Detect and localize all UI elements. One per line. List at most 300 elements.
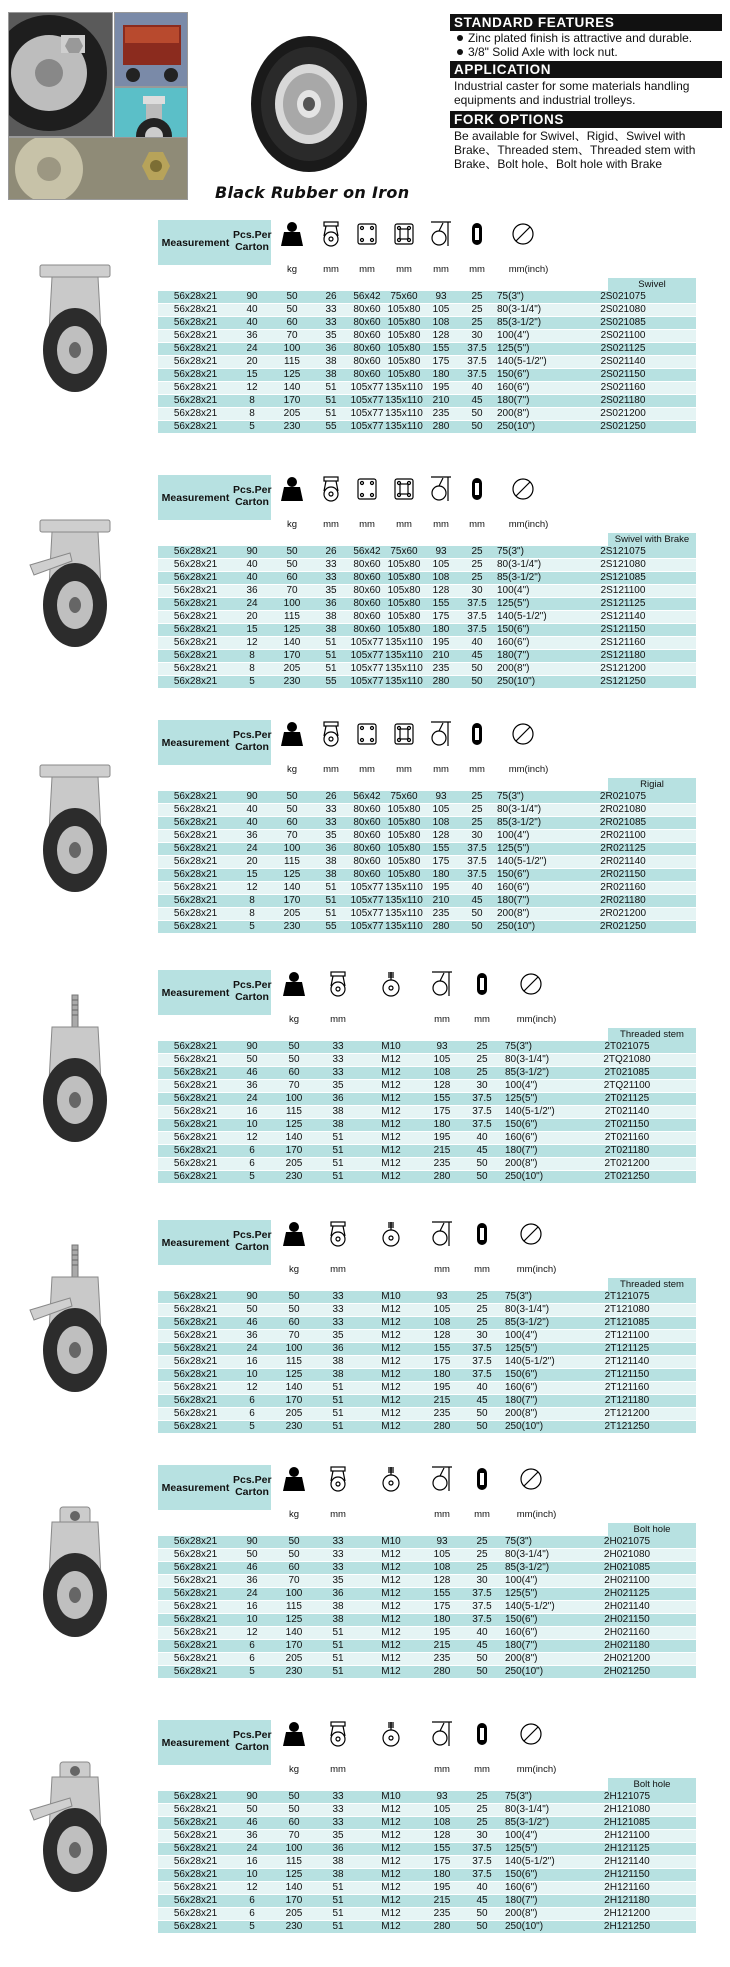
- table-cell: 70: [271, 1830, 317, 1843]
- table-cell: 135x110: [385, 895, 423, 907]
- wheelw-icon: [464, 220, 490, 248]
- table-cell: 200(8"): [495, 908, 550, 921]
- table-cell: 37.5: [461, 1119, 503, 1132]
- table-cell: 80(3-1/4"): [503, 1054, 558, 1067]
- diam-icon: [518, 1720, 544, 1748]
- table-row: [158, 356, 696, 369]
- table-cell: 170: [271, 1640, 317, 1653]
- table-cell: 37.5: [461, 1588, 503, 1601]
- weight-icon: [279, 720, 305, 748]
- table-row: [158, 317, 696, 330]
- table-cell: 195: [423, 882, 459, 895]
- table-cell: 56x28x21: [158, 598, 233, 611]
- table-cell: 105x80: [385, 611, 423, 624]
- table-cell: 105x77: [350, 408, 384, 420]
- table-cell: 35: [313, 585, 349, 598]
- axle-nut-photo: [8, 137, 188, 200]
- table-cell: 56x28x21: [158, 1843, 233, 1856]
- table-cell: 128: [423, 1080, 461, 1093]
- table-cell: 80x60: [349, 804, 385, 817]
- table-cell: 50: [271, 1304, 317, 1317]
- table-row: [158, 1369, 696, 1382]
- table-cell: 70: [271, 585, 313, 598]
- table-cell: 170: [271, 1145, 317, 1158]
- table-row: [158, 650, 696, 663]
- table-row: [158, 895, 696, 908]
- table-cell: 56x28x21: [158, 421, 233, 434]
- table-cell: 100(4"): [495, 830, 550, 843]
- table-row: [158, 1627, 696, 1640]
- table-cell: 56x28x21: [158, 1356, 233, 1369]
- table-cell: 38: [317, 1614, 359, 1627]
- table-cell: 75x60: [385, 291, 423, 304]
- unit-label: mm: [469, 264, 485, 275]
- table-cell: 2R021150: [550, 869, 696, 882]
- wheelw-icon: [464, 720, 490, 748]
- table-cell: 155: [423, 1588, 461, 1601]
- table-cell: 38: [317, 1856, 359, 1869]
- table-cell: 56x28x21: [158, 1817, 233, 1830]
- diam-icon: [510, 720, 536, 748]
- table-cell: 56x28x21: [158, 330, 233, 343]
- table-cell: 50: [271, 1054, 317, 1067]
- table-cell: 125(5"): [503, 1843, 558, 1856]
- table-cell: 10: [233, 1869, 271, 1882]
- table-cell: 180(7"): [503, 1895, 558, 1908]
- table-cell: 56x28x21: [158, 650, 233, 663]
- table-cell: 26: [313, 791, 349, 804]
- height-icon: [429, 1465, 455, 1493]
- table-cell: 12: [233, 882, 271, 895]
- table-cell: 50: [271, 1041, 317, 1054]
- unit-label: kg: [288, 1264, 300, 1275]
- table-cell: 195: [423, 637, 459, 650]
- table-cell: 50: [271, 791, 313, 804]
- table-cell: 20: [233, 356, 271, 369]
- table-cell: 2S121075: [550, 546, 696, 559]
- table-cell: 215: [423, 1640, 461, 1653]
- table-cell: M12: [359, 1395, 423, 1408]
- table-cell: 50: [459, 908, 495, 921]
- table-cell: 235: [423, 1408, 461, 1421]
- table-cell: 56x28x21: [158, 1145, 233, 1158]
- spec-table: [158, 1465, 696, 1679]
- table-cell: 105x77: [350, 895, 384, 907]
- table-cell: 12: [233, 637, 271, 650]
- table-cell: 75x60: [385, 546, 423, 559]
- table-cell: 108: [423, 1317, 461, 1330]
- table-cell: 100(4"): [503, 1080, 558, 1093]
- table-cell: 155: [423, 843, 459, 856]
- measurement-header: Measurement: [158, 1465, 233, 1510]
- table-row: [158, 1856, 696, 1869]
- caster-image: [0, 210, 155, 457]
- table-cell: 235: [423, 663, 459, 676]
- table-cell: 25: [461, 1291, 503, 1304]
- table-cell: 105x77: [350, 676, 384, 688]
- table-cell: 25: [459, 804, 495, 817]
- table-cell: 50: [461, 1666, 503, 1679]
- table-cell: 180(7"): [495, 650, 550, 663]
- table-cell: M12: [359, 1382, 423, 1395]
- table-cell: 230: [271, 676, 313, 689]
- table-cell: 40: [233, 817, 271, 830]
- table-cell: 51: [317, 1132, 359, 1145]
- table-row: [158, 1106, 696, 1119]
- table-row: [158, 869, 696, 882]
- table-cell: 105x80: [385, 304, 423, 317]
- table-cell: M12: [359, 1601, 423, 1614]
- table-cell: 2TQ21100: [558, 1080, 696, 1093]
- table-cell: 200(8"): [495, 408, 550, 421]
- table-cell: 170: [271, 1395, 317, 1408]
- table-cell: 37.5: [459, 356, 495, 369]
- table-cell: 105x80: [385, 817, 423, 830]
- table-cell: 70: [271, 1330, 317, 1343]
- table-row: [158, 1421, 696, 1434]
- table-cell: 50: [233, 1054, 271, 1067]
- unit-label: mm(inch): [516, 1764, 557, 1775]
- table-cell: 56x28x21: [158, 408, 233, 421]
- caster-type-label: Bolt hole: [608, 1523, 696, 1536]
- table-cell: 2T121140: [558, 1356, 696, 1369]
- table-row: [158, 1080, 696, 1093]
- table-cell: 50: [271, 291, 313, 304]
- table-cell: 235: [423, 408, 459, 421]
- caster-type-label: Rigial: [608, 778, 696, 791]
- table-row: [158, 1317, 696, 1330]
- table-cell: 37.5: [459, 856, 495, 869]
- table-cell: 36: [313, 843, 349, 856]
- table-cell: 56x28x21: [158, 1627, 233, 1640]
- table-cell: 33: [317, 1304, 359, 1317]
- table-row: [158, 1640, 696, 1653]
- unit-label: mm: [359, 264, 375, 275]
- table-cell: 55: [313, 421, 349, 434]
- table-row: [158, 817, 696, 830]
- application-text: Industrial caster for some materials handling equipments and industrial trolleys.: [454, 79, 690, 107]
- table-cell: 80x60: [349, 869, 385, 882]
- table-cell: 24: [233, 843, 271, 856]
- diam-icon: [518, 970, 544, 998]
- table-cell: 135x110: [385, 395, 423, 407]
- table-cell: 2S021140: [550, 356, 696, 369]
- table-cell: 105x80: [385, 856, 423, 869]
- table-cell: 2T121080: [558, 1304, 696, 1317]
- table-cell: 51: [313, 908, 349, 921]
- table-row: [158, 1291, 696, 1304]
- unit-label: mm: [330, 1264, 346, 1275]
- table-cell: 38: [317, 1869, 359, 1882]
- table-cell: 195: [423, 382, 459, 395]
- table-cell: 45: [459, 895, 495, 908]
- table-cell: 30: [459, 830, 495, 843]
- table-cell: 280: [423, 1421, 461, 1434]
- table-row: [158, 624, 696, 637]
- table-cell: 36: [233, 830, 271, 843]
- table-cell: 35: [313, 830, 349, 843]
- table-cell: 37.5: [459, 611, 495, 624]
- table-cell: 25: [459, 291, 495, 304]
- height-icon: [428, 220, 454, 248]
- unit-label: mm: [396, 264, 412, 275]
- table-cell: 250(10"): [503, 1171, 558, 1184]
- spec-table: [158, 475, 696, 689]
- table-cell: 50: [271, 1804, 317, 1817]
- table-cell: 93: [423, 1536, 461, 1549]
- unit-label: mm: [474, 1509, 490, 1520]
- table-cell: 93: [423, 1291, 461, 1304]
- table-cell: 56x28x21: [158, 611, 233, 624]
- features-panel: [450, 12, 722, 173]
- caster-image: [0, 960, 155, 1207]
- table-cell: 51: [317, 1145, 359, 1158]
- table-row: [158, 1041, 696, 1054]
- table-cell: 175: [423, 356, 459, 369]
- pcs-per-carton-header: Pcs.Per Carton: [233, 1465, 271, 1510]
- table-cell: 75(3"): [495, 291, 550, 304]
- table-cell: M10: [359, 1041, 423, 1054]
- pcs-per-carton-header: Pcs.Per Carton: [233, 1220, 271, 1265]
- table-cell: M12: [359, 1640, 423, 1653]
- table-cell: 33: [317, 1804, 359, 1817]
- caster-section-4: [0, 960, 730, 1207]
- table-cell: M12: [359, 1093, 423, 1106]
- table-cell: 38: [313, 611, 349, 624]
- table-cell: 2H021140: [558, 1601, 696, 1614]
- table-cell: 100(4"): [495, 330, 550, 343]
- table-cell: 56x28x21: [158, 1856, 233, 1869]
- table-cell: 170: [271, 650, 313, 663]
- table-cell: 135x110: [385, 882, 423, 894]
- table-row: [158, 1549, 696, 1562]
- table-cell: 56x28x21: [158, 1640, 233, 1653]
- table-cell: 40: [461, 1627, 503, 1640]
- table-cell: 56x28x21: [158, 1421, 233, 1434]
- table-cell: 135x110: [385, 663, 423, 675]
- table-row: [158, 1614, 696, 1627]
- table-cell: 235: [423, 1158, 461, 1171]
- table-cell: 2H121100: [558, 1830, 696, 1843]
- table-cell: 40: [461, 1382, 503, 1395]
- table-cell: 80(3-1/4"): [495, 559, 550, 572]
- table-cell: 24: [233, 1093, 271, 1106]
- diam-icon: [518, 1220, 544, 1248]
- weight-icon: [279, 475, 305, 503]
- table-cell: M12: [359, 1067, 423, 1080]
- unit-label: kg: [286, 764, 298, 775]
- table-cell: 2S021150: [550, 369, 696, 382]
- table-cell: 33: [317, 1054, 359, 1067]
- table-cell: 40: [459, 882, 495, 895]
- table-cell: 33: [317, 1791, 359, 1804]
- table-cell: 46: [233, 1317, 271, 1330]
- table-cell: M12: [359, 1171, 423, 1184]
- table-cell: 24: [233, 1588, 271, 1601]
- unit-label: mm: [359, 764, 375, 775]
- table-cell: 80x60: [349, 598, 385, 611]
- application-heading: APPLICATION: [450, 61, 722, 78]
- table-cell: 125(5"): [503, 1093, 558, 1106]
- table-cell: 100: [271, 1093, 317, 1106]
- table-cell: 105x80: [385, 830, 423, 843]
- table-cell: 30: [461, 1575, 503, 1588]
- table-cell: 36: [233, 330, 271, 343]
- table-cell: 38: [313, 869, 349, 882]
- table-cell: 36: [313, 598, 349, 611]
- table-cell: 2H021180: [558, 1640, 696, 1653]
- table-cell: 250(10"): [495, 921, 550, 934]
- table-cell: 180(7"): [495, 895, 550, 908]
- table-cell: 60: [271, 317, 313, 330]
- table-cell: 6: [233, 1145, 271, 1158]
- table-cell: 125(5"): [503, 1588, 558, 1601]
- table-cell: M10: [359, 1791, 423, 1804]
- table-cell: 125: [271, 1369, 317, 1382]
- table-cell: 125: [271, 1119, 317, 1132]
- table-cell: 56x28x21: [158, 804, 233, 817]
- table-cell: 105x77: [350, 921, 384, 933]
- table-cell: 180: [423, 624, 459, 637]
- table-cell: 37.5: [459, 843, 495, 856]
- table-cell: 60: [271, 1067, 317, 1080]
- table-cell: 140: [271, 382, 313, 395]
- wheel-closeup-photo: [8, 12, 113, 137]
- table-cell: 2R021200: [550, 908, 696, 921]
- table-cell: 155: [423, 1843, 461, 1856]
- table-cell: 25: [461, 1304, 503, 1317]
- table-cell: 155: [423, 1093, 461, 1106]
- table-cell: 56x28x21: [158, 1830, 233, 1843]
- table-cell: 155: [423, 1343, 461, 1356]
- table-cell: 2H021160: [558, 1627, 696, 1640]
- table-cell: M12: [359, 1908, 423, 1921]
- table-cell: 140(5-1/2"): [495, 856, 550, 869]
- table-cell: 80x60: [349, 343, 385, 356]
- table-cell: 45: [461, 1145, 503, 1158]
- height-icon: [429, 1720, 455, 1748]
- table-cell: 40: [233, 317, 271, 330]
- table-cell: 85(3-1/2"): [503, 1317, 558, 1330]
- table-cell: 33: [313, 572, 349, 585]
- table-cell: 36: [233, 585, 271, 598]
- unit-label: mm(inch): [508, 264, 549, 275]
- table-cell: 2H021085: [558, 1562, 696, 1575]
- table-cell: 56x28x21: [158, 343, 233, 356]
- table-cell: M12: [359, 1408, 423, 1421]
- table-cell: 2S021200: [550, 408, 696, 421]
- table-row: [158, 882, 696, 895]
- table-row: [158, 1830, 696, 1843]
- table-cell: 160(6"): [495, 637, 550, 650]
- table-cell: 50: [461, 1171, 503, 1184]
- table-cell: 160(6"): [503, 1132, 558, 1145]
- table-cell: 125(5"): [503, 1343, 558, 1356]
- table-cell: 36: [233, 1830, 271, 1843]
- table-row: [158, 304, 696, 317]
- table-cell: 56x28x21: [158, 869, 233, 882]
- table-cell: 93: [423, 1041, 461, 1054]
- table-cell: M12: [359, 1369, 423, 1382]
- table-cell: 56x28x21: [158, 1343, 233, 1356]
- table-cell: M12: [359, 1653, 423, 1666]
- bolt-icon: [391, 475, 417, 503]
- table-cell: 37.5: [461, 1093, 503, 1106]
- table-row: [158, 611, 696, 624]
- table-cell: 37.5: [459, 343, 495, 356]
- table-cell: 200(8"): [503, 1653, 558, 1666]
- table-cell: 26: [313, 546, 349, 559]
- table-cell: 2S021125: [550, 343, 696, 356]
- table-cell: 100(4"): [503, 1330, 558, 1343]
- unit-label: kg: [286, 519, 298, 530]
- table-cell: 6: [233, 1895, 271, 1908]
- table-cell: 170: [271, 895, 313, 908]
- caster-image: [0, 1455, 155, 1702]
- table-cell: 56x28x21: [158, 1158, 233, 1171]
- table-cell: 30: [461, 1330, 503, 1343]
- table-cell: 135x110: [385, 650, 423, 662]
- table-cell: 90: [233, 1536, 271, 1549]
- table-cell: 2T121200: [558, 1408, 696, 1421]
- plate-icon: [354, 720, 380, 748]
- measurement-header: Measurement: [158, 720, 233, 765]
- table-cell: 45: [459, 395, 495, 408]
- table-cell: 150(6"): [503, 1869, 558, 1882]
- table-cell: 38: [317, 1369, 359, 1382]
- table-cell: 56x28x21: [158, 1330, 233, 1343]
- weight-icon: [281, 1220, 307, 1248]
- table-cell: 56x28x21: [158, 1041, 233, 1054]
- table-header: [158, 475, 696, 533]
- table-cell: 2S121150: [550, 624, 696, 637]
- table-cell: 280: [423, 421, 459, 434]
- table-cell: 2T021200: [558, 1158, 696, 1171]
- table-row: [158, 1908, 696, 1921]
- table-cell: 56x28x21: [158, 817, 233, 830]
- table-cell: 128: [423, 1575, 461, 1588]
- table-cell: 75(3"): [495, 791, 550, 804]
- table-cell: 8: [233, 395, 271, 408]
- table-cell: M12: [359, 1317, 423, 1330]
- table-cell: 56x28x21: [158, 1562, 233, 1575]
- table-cell: 25: [459, 546, 495, 559]
- table-cell: M10: [359, 1291, 423, 1304]
- table-row: [158, 1895, 696, 1908]
- table-cell: 2H121180: [558, 1895, 696, 1908]
- table-cell: 100: [271, 1843, 317, 1856]
- spec-rows: [158, 291, 696, 434]
- offset-icon: [325, 1220, 351, 1248]
- table-cell: 56x28x21: [158, 1536, 233, 1549]
- table-cell: 37.5: [461, 1369, 503, 1382]
- measurement-header: Measurement: [158, 1220, 233, 1265]
- table-cell: 205: [271, 908, 313, 921]
- product-photo-collage: [8, 12, 188, 200]
- unit-label: mm: [474, 1264, 490, 1275]
- spec-table: [158, 220, 696, 434]
- table-row: [158, 663, 696, 676]
- table-row: [158, 1536, 696, 1549]
- table-cell: M12: [359, 1054, 423, 1067]
- table-cell: M12: [359, 1562, 423, 1575]
- unit-label: mm: [396, 519, 412, 530]
- table-cell: 2T021085: [558, 1067, 696, 1080]
- table-cell: 33: [317, 1536, 359, 1549]
- unit-label: mm: [359, 519, 375, 530]
- table-cell: 10: [233, 1614, 271, 1627]
- table-cell: 56x28x21: [158, 546, 233, 559]
